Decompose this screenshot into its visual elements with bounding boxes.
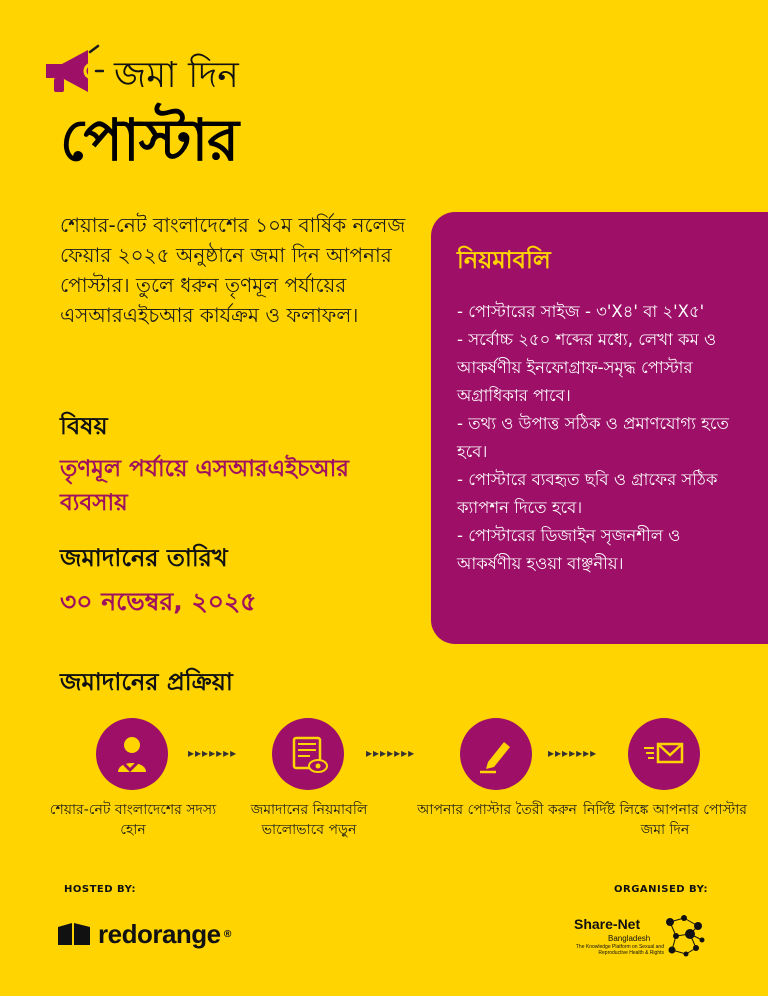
rule-item: - সর্বোচ্চ ২৫০ শব্দের মধ্যে, লেখা কম ও আকর্ষণীয় ইনফোগ্রাফ-সমৃদ্ধ পোস্টার অগ্রাধিকার পাবে। [457, 330, 717, 405]
rules-title: নিয়মাবলি [457, 246, 551, 274]
rule-item: - পোস্টারে ব্যবহৃত ছবি ও গ্রাফের সঠিক ক্যাপশন দিতে হবে। [457, 470, 718, 517]
page-title: পোস্টার [60, 106, 239, 174]
registered-mark: ® [222, 928, 233, 940]
sharenet-country: Bangladesh [608, 934, 651, 943]
read-rules-icon [272, 718, 344, 790]
step-label: জমাদানের নিয়মাবলি ভালোভাবে পড়ুন [250, 802, 368, 838]
redorange-logo [56, 916, 233, 952]
sharenet-logo [548, 912, 718, 972]
deadline-heading: জমাদানের তারিখ [60, 544, 228, 572]
sharenet-wordmark: Share-Net [574, 916, 641, 932]
rules-panel [431, 212, 768, 644]
redorange-mark-icon [56, 919, 92, 949]
network-dots-icon [662, 912, 708, 960]
send-mail-icon [628, 718, 700, 790]
rule-item: - পোস্টারের সাইজ - ৩'X৪' বা ২'X৫' [457, 302, 705, 321]
step-label: আপনার পোস্টার তৈরী করুন [417, 802, 577, 818]
redorange-wordmark: redorange [98, 918, 221, 949]
title-subtitle: জমা দিন [114, 55, 239, 96]
megaphone-icon [40, 42, 104, 98]
arrow-connector: ▸▸▸▸▸▸▸ [548, 746, 598, 760]
step-label: নির্দিষ্ট লিঙ্কে আপনার পোস্টার জমা দিন [583, 802, 747, 838]
deadline-value: ৩০ নভেম্বর, ২০২৫ [60, 587, 257, 616]
sharenet-tagline: The Knowledge Platform on Sexual and Reproductive Health & Rights [575, 944, 664, 956]
member-check-icon [96, 718, 168, 790]
rules-list [457, 298, 740, 578]
hosted-by-label: HOSTED BY: [64, 884, 136, 895]
rule-item: - পোস্টারের ডিজাইন সৃজনশীল ও আকর্ষণীয় হওয়া বাঞ্ছনীয়। [457, 526, 681, 573]
pen-write-icon [460, 718, 532, 790]
arrow-connector: ▸▸▸▸▸▸▸ [366, 746, 416, 760]
process-heading: জমাদানের প্রক্রিয়া [60, 668, 233, 696]
arrow-connector: ▸▸▸▸▸▸▸ [188, 746, 238, 760]
rule-item: - তথ্য ও উপাত্ত সঠিক ও প্রমাণযোগ্য হতে হবে। [457, 414, 729, 461]
step-label: শেয়ার-নেট বাংলাদেশের সদস্য হোন [49, 802, 217, 838]
intro-paragraph: শেয়ার-নেট বাংলাদেশের ১০ম বার্ষিক নলেজ ফেয়ার ২০২৫ অনুষ্ঠানে জমা দিন আপনার পোস্টার। তুলে ধরুন তৃণমূল পর্যায়ের এসআরএইচআর কার্যক্রম ও ফলাফল। [60, 213, 406, 327]
organised-by-label: ORGANISED BY: [614, 884, 708, 895]
subject-heading: বিষয় [60, 412, 108, 440]
subject-value: তৃণমূল পর্যায়ে এসআরএইচআর ব্যবসায় [60, 456, 349, 516]
